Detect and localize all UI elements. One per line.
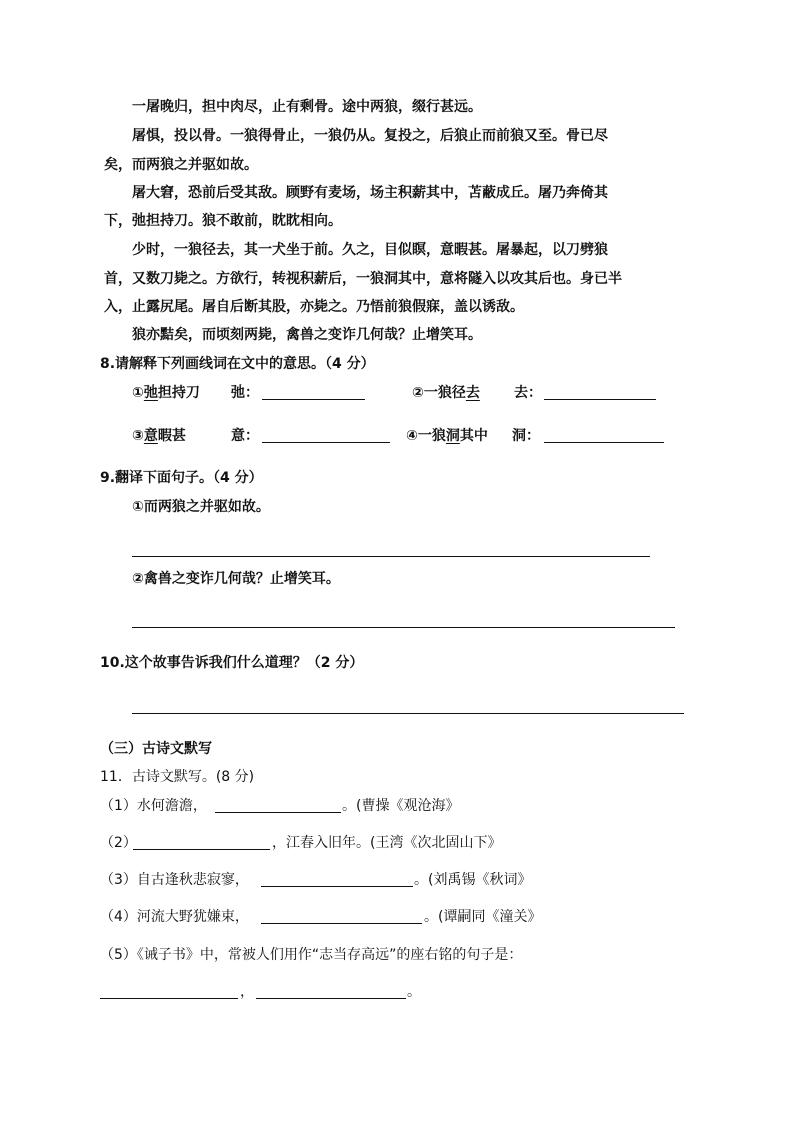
passage-line: 少时，一狼径去，其一犬坐于前。久之，目似瞑，意暇甚。屠暴起，以刀劈狼 <box>132 242 608 258</box>
q11-line-3-source: 。(刘禹锡《秋词》 <box>414 872 532 888</box>
q8-item-3-label: 意： <box>231 428 259 444</box>
q8-item-4-label: 洞： <box>512 428 540 444</box>
q11-line-4-blank[interactable] <box>261 923 422 924</box>
q11-line-1-source: 。(曹操《观沧海》 <box>342 798 460 814</box>
passage-line: 首，又数刀毙之。方欲行，转视积薪后，一狼洞其中，意将隧入以攻其后也。身已半 <box>104 271 622 287</box>
q8-item-1-label: 弛： <box>231 385 259 401</box>
question-8-heading: 8.请解释下列画线词在文中的意思。（4 分） <box>100 356 375 372</box>
q8-item-4-answer-blank[interactable] <box>544 442 664 443</box>
section-3-heading: （三）古诗文默写 <box>100 741 212 757</box>
question-10-heading: 10.这个故事告诉我们什么道理？（2 分） <box>100 655 364 671</box>
q8-item-4-word: 洞 <box>445 428 460 444</box>
q11-line-5-prompt: （5）《诫子书》中，常被人们用作“志当存高远”的座右铭的句子是： <box>100 947 523 963</box>
q10-answer-line[interactable] <box>132 713 684 714</box>
q8-item-2-prefix: ②一狼径 <box>412 385 466 401</box>
q8-item-3-prefix: ③ <box>132 428 144 444</box>
q11-line-5-blank-1[interactable] <box>100 998 238 999</box>
q8-item-3-answer-blank[interactable] <box>262 442 390 443</box>
q8-item-4-rest: 其中 <box>459 428 488 444</box>
passage-line: 屠惧，投以骨。一狼得骨止，一狼仍从。复投之，后狼止而前狼又至。骨已尽 <box>132 128 608 144</box>
passage-line: 入，止露尻尾。屠自后断其股，亦毙之。乃悟前狼假寐，盖以诱敌。 <box>104 299 524 315</box>
q8-item-1-rest: 担持刀 <box>157 385 200 401</box>
q11-line-3-prefix: （3）自古逢秋悲寂寥， <box>100 872 249 888</box>
q8-item-1-word: 弛 <box>143 385 158 401</box>
q8-item-1-answer-blank[interactable] <box>262 399 365 400</box>
q8-item-2-word: 去 <box>465 385 480 401</box>
q11-line-2-blank[interactable] <box>133 849 270 850</box>
passage-line: 屠大窘，恐前后受其敌。顾野有麦场，场主积薪其中，苫蔽成丘。屠乃奔倚其 <box>132 185 608 201</box>
q9-answer-line-2[interactable] <box>132 627 675 628</box>
passage-line: 下，弛担持刀。狼不敢前，眈眈相向。 <box>104 213 342 229</box>
question-11-heading: 11．古诗文默写。(8 分) <box>100 769 255 785</box>
q8-item-1 <box>132 384 200 402</box>
q8-item-4 <box>406 427 488 445</box>
passage-line: 狼亦黠矣，而顷刻两毙，禽兽之变诈几何哉？止增笑耳。 <box>132 327 482 343</box>
q9-sentence-2: ②禽兽之变诈几何哉？止增笑耳。 <box>132 571 340 587</box>
q8-item-2-label: 去： <box>514 385 542 401</box>
q11-line-1-blank[interactable] <box>215 812 341 813</box>
q8-item-3 <box>132 427 186 445</box>
passage-line: 一屠晚归，担中肉尽，止有剩骨。途中两狼，缀行甚远。 <box>132 99 482 115</box>
q11-line-2-prefix: （2） <box>100 835 137 851</box>
q8-item-2-answer-blank[interactable] <box>544 399 656 400</box>
passage-line: 矣，而两狼之并驱如故。 <box>104 157 258 173</box>
q11-line-5-end: 。 <box>407 984 421 1000</box>
q11-line-4-prefix: （4）河流大野犹嫌束， <box>100 909 249 925</box>
q11-line-2-source: ，江春入旧年。(王湾《次北固山下》 <box>272 835 502 851</box>
q8-item-3-rest: 暇甚 <box>157 428 186 444</box>
q11-line-1-prefix: （1）水何澹澹， <box>100 798 207 814</box>
q8-item-1-prefix: ① <box>132 385 144 401</box>
q9-sentence-1: ①而两狼之并驱如故。 <box>132 499 270 515</box>
question-9-heading: 9.翻译下面句子。（4 分） <box>100 470 263 486</box>
q8-item-4-prefix: ④一狼 <box>406 428 446 444</box>
q8-item-3-word: 意 <box>143 428 158 444</box>
q11-line-3-blank[interactable] <box>261 886 413 887</box>
q9-answer-line-1[interactable] <box>132 556 650 557</box>
q11-line-4-source: 。(谭嗣同《潼关》 <box>424 909 542 925</box>
q11-line-5-blank-2[interactable] <box>256 998 406 999</box>
q11-line-5-separator: ， <box>240 984 254 1000</box>
q8-item-2 <box>412 384 480 402</box>
